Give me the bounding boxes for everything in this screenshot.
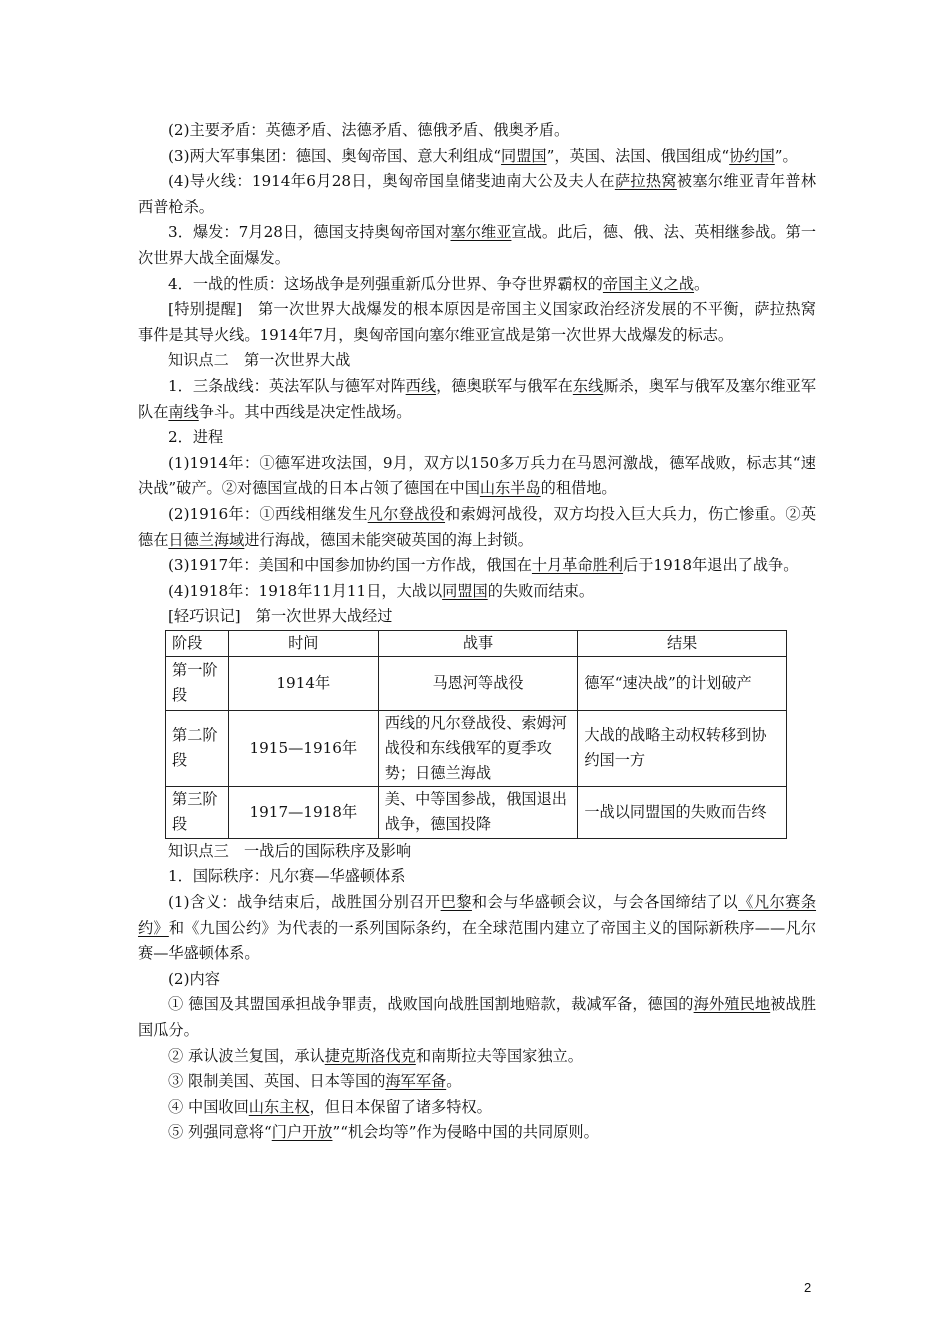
- underlined-term: 日德兰海域: [168, 530, 245, 549]
- text: ③ 限制美国、英国、日本等国的: [168, 1072, 386, 1091]
- ww1-stages-table: [165, 630, 787, 839]
- underlined-term: 同盟国: [442, 581, 488, 600]
- text: (1)1914年：①德军进攻法国，9月，双方以150多万兵力在马恩河激战，德军战败，标志其“速决战”破产。②对德国宣战的日本占领了德国在中国: [138, 453, 816, 498]
- paragraph-item-4: [138, 1095, 816, 1121]
- paragraph-special-note: [138, 297, 816, 348]
- table-cell: 第一阶段: [166, 656, 229, 710]
- text: 和会与华盛顿会议，与会各国缔结了以: [471, 893, 739, 912]
- table-header: 结果: [578, 630, 787, 656]
- text: (4)导火线：1914年6月28日，奥匈帝国皇储斐迪南大公及夫人在: [168, 172, 615, 191]
- text: ”，英国、法国、俄国组成“: [546, 146, 730, 165]
- paragraph-1918: [138, 579, 816, 605]
- text: ，但日本保留了诸多特权。: [309, 1097, 492, 1116]
- paragraph-fuse: [138, 169, 816, 220]
- text: ① 德国及其盟国承担战争罪责，战败国向战胜国割地赔款，裁减军备，德国的: [168, 995, 694, 1014]
- underlined-term: 山东半岛: [479, 479, 541, 498]
- text: (1)含义：战争结束后，战胜国分别召开: [168, 893, 441, 912]
- table-header: 战事: [378, 630, 578, 656]
- underlined-term: 山东主权: [248, 1097, 310, 1116]
- text: 1．三条战线：英法军队与德军对阵: [168, 376, 406, 395]
- paragraph-memory-tip: [138, 604, 816, 630]
- text: 后于1918年退出了战争。: [623, 556, 799, 575]
- section-heading-3: 知识点三 一战后的国际秩序及影响: [168, 841, 411, 860]
- table-row: [166, 710, 787, 786]
- text: ② 承认波兰复国，承认: [168, 1046, 325, 1065]
- text: 被塞尔维亚青年普林西普枪杀。: [138, 172, 817, 216]
- paragraph-1917: [138, 553, 816, 579]
- underlined-term: 西线: [405, 376, 437, 395]
- text: (2)内容: [168, 969, 220, 988]
- underlined-term: 塞尔维亚: [450, 223, 512, 242]
- underlined-term: 巴黎: [440, 893, 472, 912]
- underlined-term: 十月革命胜利: [531, 556, 624, 575]
- paragraph-meaning: [138, 890, 816, 967]
- page-number: 2: [804, 1280, 812, 1295]
- underlined-term: 萨拉热窝: [614, 172, 677, 191]
- paragraph-item-3: [138, 1069, 816, 1095]
- underlined-term: 帝国主义之战: [602, 274, 695, 293]
- text: 进行海战，德国未能突破英国的海上封锁。: [244, 530, 533, 549]
- text: ”“机会均等”作为侵略中国的共同原则。: [332, 1123, 599, 1142]
- table-row: [166, 656, 787, 710]
- underlined-term: 门户开放: [271, 1123, 333, 1142]
- text: 和索姆河战役，双方均投入巨大兵力，伤亡惨重。②英德在: [138, 504, 817, 549]
- text: (3)两大军事集团：德国、奥匈帝国、意大利组成“: [168, 146, 502, 165]
- text: ④ 中国收回: [168, 1097, 249, 1116]
- underlined-term: 海军军备: [385, 1072, 447, 1091]
- text: 的失败而结束。: [487, 581, 595, 600]
- paragraph-item-5: [138, 1120, 816, 1146]
- text: (2)主要矛盾：英德矛盾、法德矛盾、德俄矛盾、俄奥矛盾。: [168, 121, 570, 139]
- text: 和《九国公约》为代表的一系列国际条约，在全球范围内建立了帝国主义的国际新秩序——凡尔赛—华盛顿体系。: [138, 918, 817, 963]
- table-row: [166, 786, 787, 838]
- table-cell: 第三阶段: [166, 786, 229, 838]
- table-cell: 马恩河等战役: [378, 656, 578, 710]
- text: (2)1916年：①西线相继发生: [168, 504, 368, 523]
- underlined-term: 同盟国: [501, 146, 547, 165]
- paragraph-item-2: [138, 1044, 816, 1070]
- table-cell: 大战的战略主动权转移到协约国一方: [578, 710, 787, 786]
- text: 被战胜国瓜分。: [138, 995, 817, 1040]
- text: [特别提醒] 第一次世界大战爆发的根本原因是帝国主义国家政治经济发展的不平衡，萨拉热窝事件是其导火线。1914年7月，奥匈帝国向塞尔维亚宣战是第一次世界大战爆发的标志。: [138, 300, 816, 344]
- text: 2．进程: [168, 428, 224, 447]
- table-cell: 美、中等国参战，俄国退出战争，德国投降: [378, 786, 578, 838]
- section-heading-2: 知识点二 第一次世界大战: [168, 351, 351, 370]
- table-cell: 德军“速决战”的计划破产: [578, 656, 787, 710]
- paragraph-nature: [138, 272, 816, 298]
- paragraph-military-blocs: [138, 144, 816, 170]
- underlined-term: 《凡尔赛条约》: [138, 893, 817, 937]
- text: 的租借地。: [540, 479, 617, 498]
- underlined-term: 凡尔登战役: [367, 504, 446, 523]
- text: (4)1918年：1918年11月11日，大战以: [168, 581, 443, 600]
- table-cell: 1914年: [228, 656, 378, 710]
- text: 和南斯拉夫等国家独立。: [415, 1046, 583, 1065]
- paragraph-outbreak: [138, 220, 816, 271]
- text: 争斗。其中西线是决定性战场。: [198, 402, 412, 421]
- paragraph-three-fronts: [138, 374, 816, 425]
- table-cell: 一战以同盟国的失败而告终: [578, 786, 787, 838]
- text: 。: [446, 1072, 462, 1091]
- underlined-term: 捷克斯洛伐克: [324, 1046, 416, 1065]
- table-header-row: [166, 630, 787, 656]
- text: (3)1917年：美国和中国参加协约国一方作战，俄国在: [168, 556, 532, 575]
- underlined-term: 海外殖民地: [693, 995, 771, 1014]
- paragraph-1916: [138, 502, 816, 553]
- paragraph-1914: [138, 451, 816, 502]
- text: ”。: [774, 146, 798, 165]
- paragraph-main-contradictions: [138, 118, 816, 144]
- document-body: [138, 118, 816, 1146]
- text: [轻巧识记] 第一次世界大战经过: [168, 607, 393, 626]
- underlined-term: 南线: [168, 402, 199, 421]
- table-cell: 1915—1916年: [228, 710, 378, 786]
- text: 宣战。此后，德、俄、法、英相继参战。第一次世界大战全面爆发。: [138, 223, 817, 267]
- paragraph-intl-order: [138, 864, 816, 890]
- text: ⑤ 列强同意将“: [168, 1123, 272, 1142]
- table-cell: 西线的凡尔登战役、索姆河战役和东线俄军的夏季攻势；日德兰海战: [378, 710, 578, 786]
- table-cell: 1917—1918年: [228, 786, 378, 838]
- underlined-term: 东线: [572, 376, 604, 395]
- table-header: 时间: [228, 630, 378, 656]
- paragraph-progress-label: [138, 425, 816, 451]
- text: 1．国际秩序：凡尔赛—华盛顿体系: [168, 867, 406, 886]
- paragraph-item-1: [138, 992, 816, 1043]
- text: 。: [694, 274, 710, 293]
- text: ，德奥联军与俄军在: [436, 376, 573, 395]
- text: 4．一战的性质：这场战争是列强重新瓜分世界、争夺世界霸权的: [168, 274, 603, 293]
- underlined-term: 协约国: [729, 146, 775, 165]
- table-header: 阶段: [166, 630, 229, 656]
- paragraph-content-label: [138, 967, 816, 993]
- text: 3．爆发：7月28日，德国支持奥匈帝国对: [168, 223, 451, 242]
- text: 厮杀，奥军与俄军及塞尔维亚军队在: [138, 376, 817, 421]
- table-cell: 第二阶段: [166, 710, 229, 786]
